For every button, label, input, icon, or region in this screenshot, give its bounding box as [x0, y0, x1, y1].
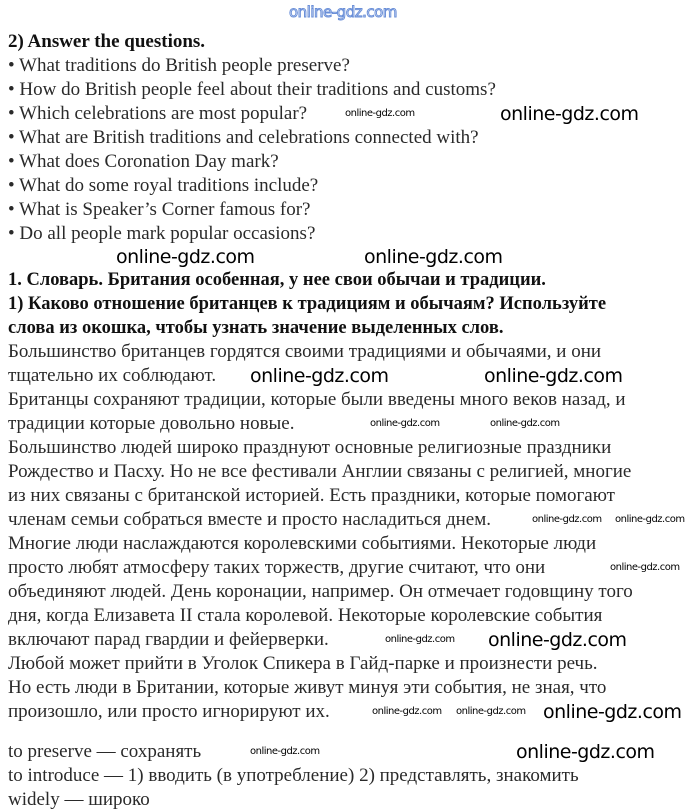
text-line: Любой может прийти в Уголок Спикера в Гайд-парке и произнести речь.: [8, 653, 598, 674]
section-title: 1. Словарь. Британия особенная, у нее свои обычаи и традиции.: [8, 270, 546, 290]
watermark: online-gdz.com: [490, 418, 560, 429]
text-line: Но есть люди в Британии, которые живут минуя эти события, не зная, что: [8, 677, 607, 698]
watermark: online-gdz.com: [345, 108, 415, 119]
text-line: дня, когда Елизавета II стала королевой. Некоторые королевские события: [8, 605, 603, 626]
text-line: тщательно их соблюдают.: [8, 365, 217, 386]
text-line: Большинство людей широко празднуют основные религиозные праздники: [8, 437, 612, 458]
text-line: традиции которые довольно новые.: [8, 413, 295, 434]
text-line: Большинство британцев гордятся своими традициями и обычаями, и они: [8, 341, 602, 362]
task-heading: 1) Каково отношение британцев к традициям и обычаям? Используйте: [8, 294, 607, 314]
text-line: просто любят атмосферу таких торжеств, другие считают, что они: [8, 557, 546, 578]
text-line: Многие люди наслаждаются королевскими событиями. Некоторые люди: [8, 533, 597, 554]
question: • What are British traditions and celebrations connected with?: [8, 127, 479, 148]
question: • Do all people mark popular occasions?: [8, 223, 316, 244]
watermark: online-gdz.com: [516, 741, 655, 763]
text-line: произошло, или просто игнорируют их.: [8, 701, 330, 722]
watermark: online-gdz.com: [250, 365, 389, 387]
text-line: включают парад гвардии и фейерверки.: [8, 629, 329, 650]
text-line: Британцы сохраняют традиции, которые были введены много веков назад, и: [8, 389, 626, 410]
watermark: online-gdz.com: [615, 514, 685, 525]
watermark: online-gdz.com: [488, 629, 627, 651]
question: • What does Coronation Day mark?: [8, 151, 279, 172]
question: • What is Speaker’s Corner famous for?: [8, 199, 311, 220]
vocabulary-item: widely — широко: [8, 789, 150, 810]
watermark: online-gdz.com: [532, 514, 602, 525]
watermark: online-gdz.com: [543, 701, 682, 723]
watermark: online-gdz.com: [116, 246, 255, 268]
watermark: online-gdz.com: [610, 562, 680, 573]
watermark-top: online-gdz.com: [289, 3, 397, 21]
watermark: online-gdz.com: [250, 746, 320, 757]
question: • Which celebrations are most popular?: [8, 103, 308, 124]
text-line: из них связаны с британской историей. Есть праздники, которые помогают: [8, 485, 615, 506]
watermark: online-gdz.com: [456, 706, 526, 717]
text-line: Рождество и Пасху. Но не все фестивали Англии связаны с религией, многие: [8, 461, 632, 482]
watermark: online-gdz.com: [484, 365, 623, 387]
questions-heading: 2) Answer the questions.: [8, 31, 206, 52]
vocabulary-item: to introduce — 1) вводить (в употребление) 2) представлять, знакомить: [8, 765, 579, 786]
watermark: online-gdz.com: [364, 246, 503, 268]
task-heading: слова из окошка, чтобы узнать значение выделенных слов.: [8, 318, 504, 338]
question: • What do some royal traditions include?: [8, 175, 319, 196]
watermark: online-gdz.com: [370, 418, 440, 429]
watermark: online-gdz.com: [385, 634, 455, 645]
watermark: online-gdz.com: [500, 103, 639, 125]
question: • What traditions do British people preserve?: [8, 55, 350, 76]
text-line: членам семьи собраться вместе и просто насладиться днем.: [8, 509, 491, 530]
vocabulary-item: to preserve — сохранять: [8, 741, 202, 762]
question: • How do British people feel about their traditions and customs?: [8, 79, 496, 100]
text-line: объединяют людей. День коронации, например. Он отмечает годовщину того: [8, 581, 633, 602]
watermark: online-gdz.com: [372, 706, 442, 717]
